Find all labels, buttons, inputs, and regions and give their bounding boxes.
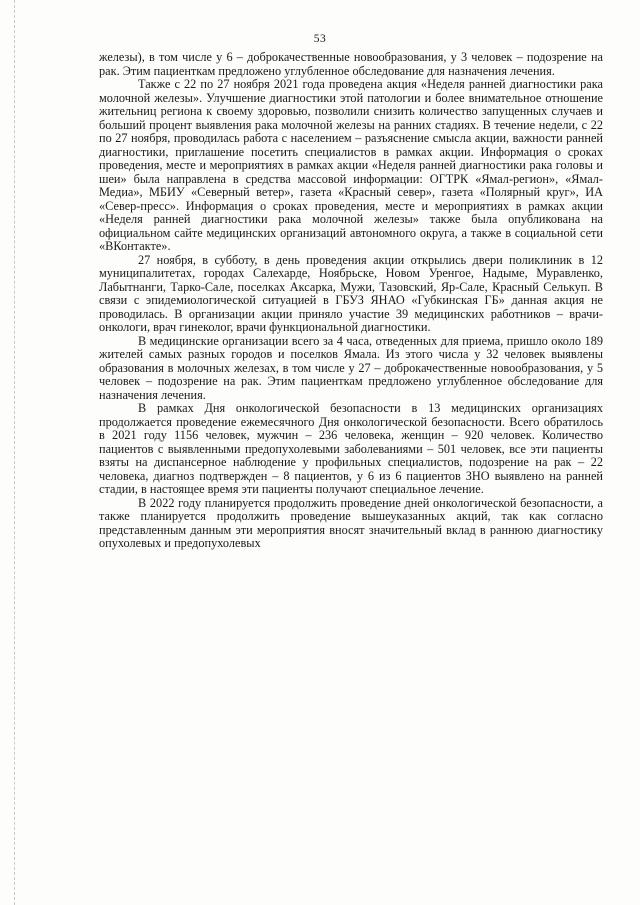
paragraph-2: Также с 22 по 27 ноября 2021 года проведена акция «Неделя ранней диагностики рака молочной железы». Улучшение диагностики этой патологии и более внимательное отношение жительниц региона к своему здоровью, позволили снизить количество запущенных случаев и больший процент выявления рака молочной железы на ранних стадиях. В течение недели, с 22 по 27 ноября, проводилась работа с населением – разъяснение смысла акции, важности ранней диагностики, приглашение посетить специалистов в рамках акции. Информация о сроках проведения, месте и мероприятиях в рамках акции «Неделя ранней диагностики рака головы и шеи» была направлена в средства массовой информации: ОГТРК «Ямал-регион», «Ямал-Медиа», МБИУ «Северный ветер», газета «Красный север», газета «Полярный круг», ИА «Север-пресс». Информация о сроках проведения, месте и мероприятиях в рамках акции «Неделя ранней диагностики рака молочной железы» также была опубликована на официальном сайте медицинских организаций автономного округа, а также в социальной сети «ВКонтакте». [99,77,603,253]
document-body [99,51,603,551]
paragraph-4: В медицинские организации всего за 4 часа, отведенных для приема, пришло около 189 жителей самых разных городов и поселков Ямала. Из этого числа у 32 человек выявлены образования в молочных железах, в том числе у 27 – доброкачественные новообразования, у 5 человек – подозрение на рак. Этим пациенткам предложено углубленное обследование для назначения лечения. [99,333,603,402]
scan-margin-line [14,0,15,905]
page-number: 53 [313,33,327,45]
paragraph-3: 27 ноября, в субботу, в день проведения акции открылись двери поликлиник в 12 муниципалитетах, городах Салехарде, Ноябрьске, Новом Уренгое, Надыме, Муравленко, Лабытнанги, Тарко-Сале, поселках Аксарка, Мужи, Тазовский, Яр-Сале, Красный Селькуп. В связи с эпидемиологической ситуацией в ГБУЗ ЯНАО «Губкинская ГБ» данная акция не проводилась. В организации акции приняло участие 39 медицинских работников – врачи-онкологи, врач гинеколог, врачи функциональной диагностики. [99,252,603,334]
paragraph-6: В 2022 году планируется продолжить проведение дней онкологической безопасности, а также планируется продолжить проведение вышеуказанных акций, так как согласно представленным данным эти мероприятия вносят значительный вклад в раннюю диагностику опухолевых и предопухолевых [99,495,603,550]
paragraph-1: железы), в том числе у 6 – доброкачественные новообразования, у 3 человек – подозрение на рак. Этим пациенткам предложено углубленное обследование для назначения лечения. [99,50,603,78]
paragraph-5: В рамках Дня онкологической безопасности в 13 медицинских организациях продолжается проведение ежемесячного Дня онкологической безопасности. Всего обратилось в 2021 году 1156 человек, мужчин – 236 человека, женщин – 920 человек. Количество пациентов с выявленными предопухолевыми заболеваниями – 501 человек, все эти пациенты взяты на диспансерное наблюдение у профильных специалистов, подозрение на рак – 22 человека, диагноз подтвержден – 8 пациентов, у 6 из 6 пациентов ЗНО выявлено на ранней стадии, в настоящее время эти пациенты получают специальное лечение. [99,401,603,496]
